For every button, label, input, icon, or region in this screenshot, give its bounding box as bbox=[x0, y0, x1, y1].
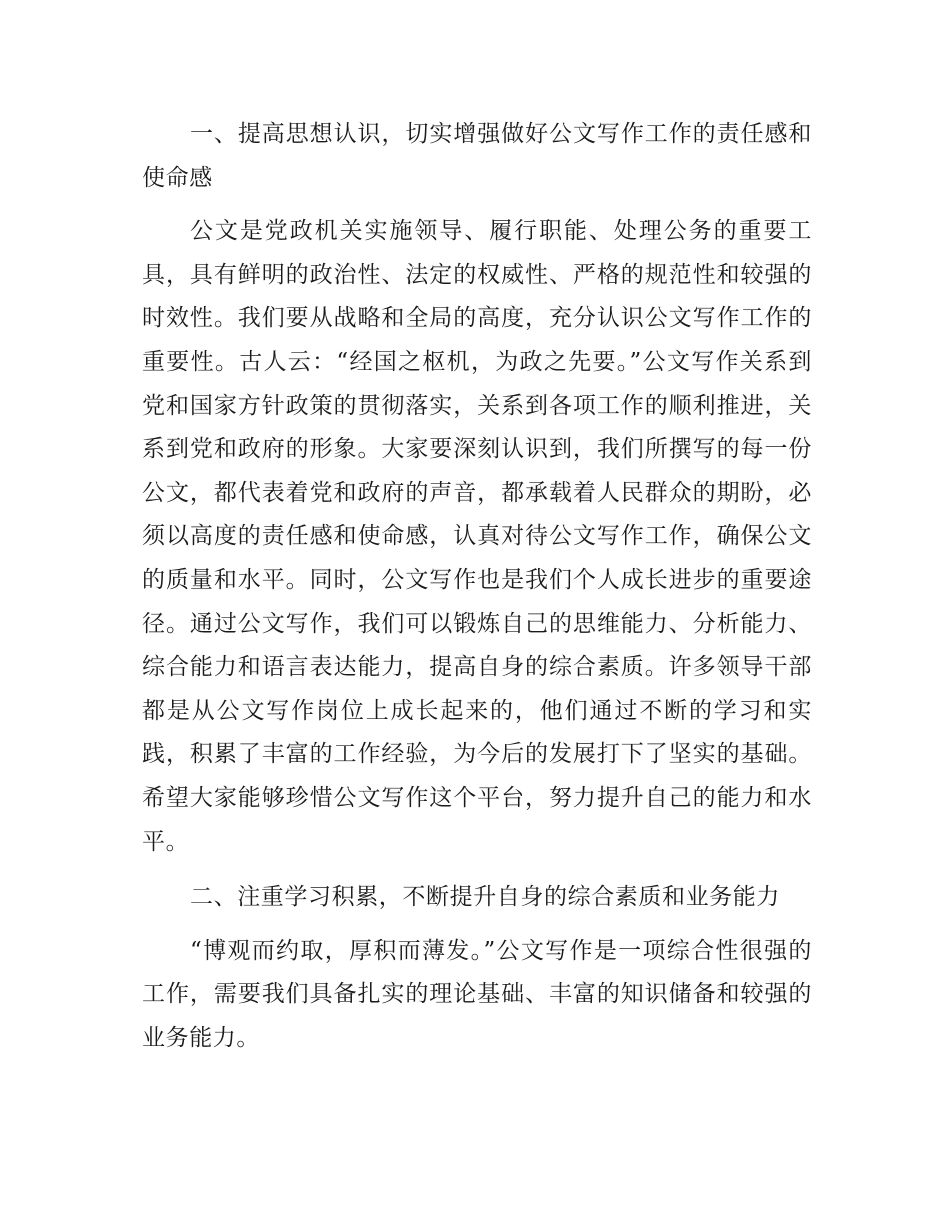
paragraph-2: “博观而约取，厚积而薄发。”公文写作是一项综合性很强的工作，需要我们具备扎实的理论基础、丰富的知识储备和较强的业务能力。 bbox=[142, 937, 812, 1051]
section-heading-1: 一、提高思想认识，切实增强做好公文写作工作的责任感和使命感 bbox=[142, 121, 812, 191]
section-heading-2: 二、注重学习积累，不断提升自身的综合素质和业务能力 bbox=[190, 884, 780, 911]
document-body bbox=[142, 113, 812, 1072]
paragraph-1: 公文是党政机关实施领导、履行职能、处理公务的重要工具，具有鲜明的政治性、法定的权威性、严格的规范性和较强的时效性。我们要从战略和全局的高度，充分认识公文写作工作的重要性。古人云：“经国之枢机，为政之先要。”公文写作关系到党和国家方针政策的贯彻落实，关系到各项工作的顺利推进，关系到党和政府的形象。大家要深刻认识到，我们所撰写的每一份公文，都代表着党和政府的声音，都承载着人民群众的期盼，必须以高度的责任感和使命感，认真对待公文写作工作，确保公文的质量和水平。同时，公文写作也是我们个人成长进步的重要途径。通过公文写作，我们可以锻炼自己的思维能力、分析能力、综合能力和语言表达能力，提高自身的综合素质。许多领导干部都是从公文写作岗位上成长起来的，他们通过不断的学习和实践，积累了丰富的工作经验，为今后的发展打下了坚实的基础。希望大家能够珍惜公文写作这个平台，努力提升自己的能力和水平。 bbox=[142, 218, 812, 855]
